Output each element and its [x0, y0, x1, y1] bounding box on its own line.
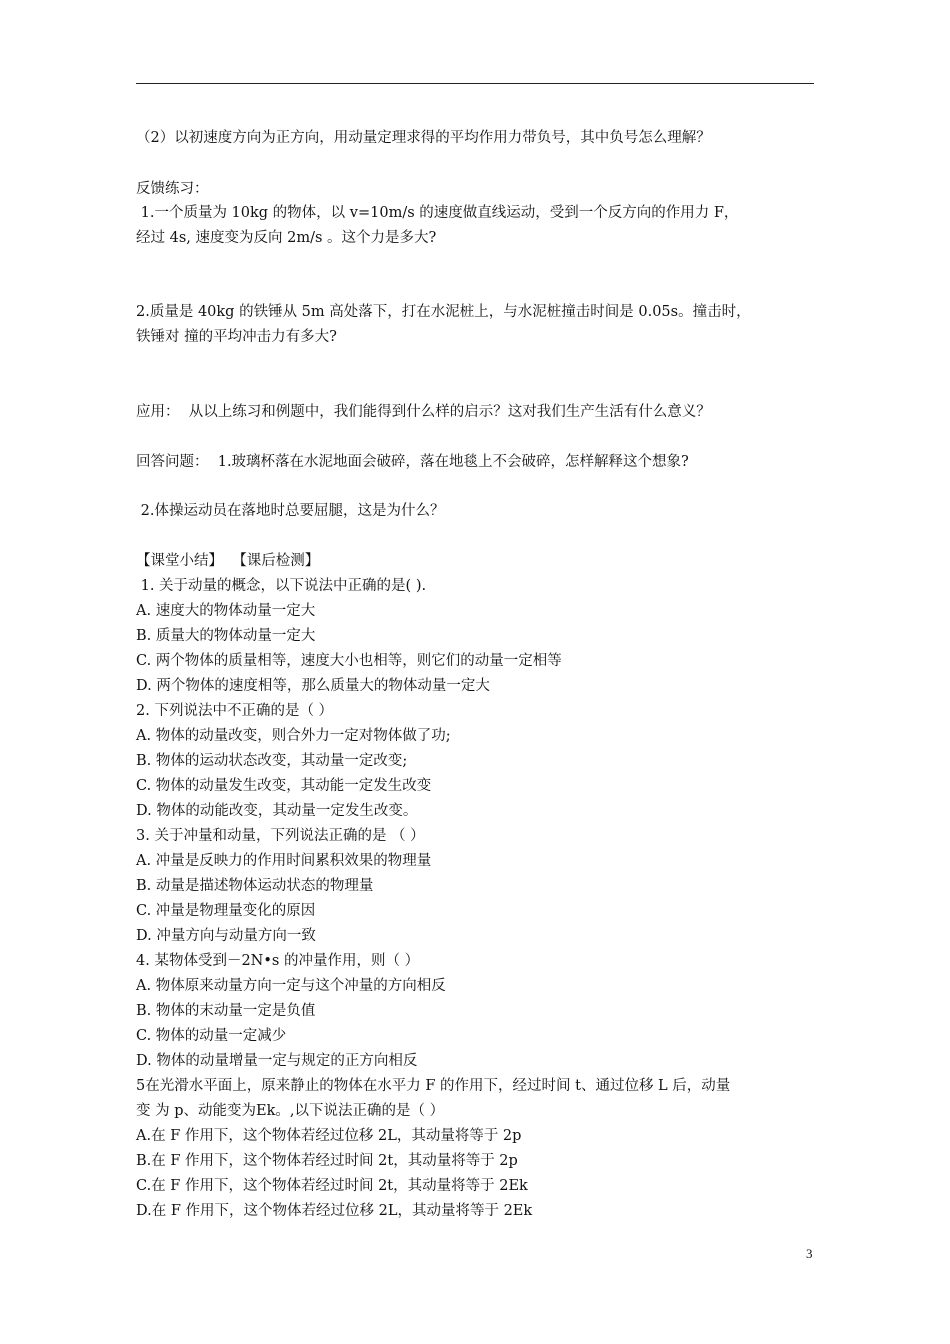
test-q3-option-d: D. 冲量方向与动量方向一致	[136, 928, 316, 944]
feedback-problem-1-line-2: 经过 4s, 速度变为反向 2m/s 。这个力是多大?	[136, 230, 437, 246]
application-text: 应用： 从以上练习和例题中，我们能得到什么样的启示？这对我们生产生活有什么意义？	[136, 404, 711, 420]
test-q2-option-c: C. 物体的动量发生改变，其动能一定发生改变	[136, 778, 432, 794]
test-q4: 4. 某物体受到－2N•s 的冲量作用，则（ ）	[136, 953, 420, 969]
test-q5-option-d: D.在 F 作用下，这个物体若经过位移 2L，其动量将等于 2Ek	[136, 1203, 533, 1219]
test-q4-option-d: D. 物体的动量增量一定与规定的正方向相反	[136, 1053, 418, 1069]
test-q3-option-b: B. 动量是描述物体运动状态的物理量	[136, 878, 374, 894]
test-q1-option-b: B. 质量大的物体动量一定大	[136, 628, 316, 644]
test-q3-option-c: C. 冲量是物理量变化的原因	[136, 903, 316, 919]
summary-header: 【课堂小结】 【课后检测】	[136, 553, 320, 569]
test-q5-line-1: 5在光滑水平面上，原来静止的物体在水平力 F 的作用下，经过时间 t、通过位移 L 后，动量	[136, 1078, 731, 1094]
test-q4-option-b: B. 物体的末动量一定是负值	[136, 1003, 316, 1019]
test-q2-option-a: A. 物体的动量改变，则合外力一定对物体做了功;	[136, 728, 451, 744]
test-q2-option-b: B. 物体的运动状态改变，其动量一定改变;	[136, 753, 408, 769]
test-q2: 2. 下列说法中不正确的是（ ）	[136, 703, 334, 719]
feedback-title: 反馈练习：	[136, 181, 209, 197]
answer-question-1: 回答问题： 1.玻璃杯落在水泥地面会破碎，落在地毯上不会破碎，怎样解释这个想象?	[136, 454, 689, 470]
feedback-problem-1-line-1: 1.一个质量为 10kg 的物体，以 v=10m/s 的速度做直线运动，受到一个反方向的作用力 F，	[136, 205, 739, 221]
test-q1-option-d: D. 两个物体的速度相等，那么质量大的物体动量一定大	[136, 678, 490, 694]
test-q5-option-b: B.在 F 作用下，这个物体若经过时间 2t，其动量将等于 2p	[136, 1153, 518, 1169]
test-q3: 3. 关于冲量和动量，下列说法正确的是 （ ）	[136, 828, 425, 844]
test-q3-option-a: A. 冲量是反映力的作用时间累积效果的物理量	[136, 853, 432, 869]
page-number: 3	[806, 1246, 813, 1261]
feedback-problem-2-line-1: 2.质量是 40kg 的铁锤从 5m 高处落下，打在水泥桩上，与水泥桩撞击时间是 0.05s。撞击时，	[136, 304, 751, 320]
test-q1-option-a: A. 速度大的物体动量一定大	[136, 603, 316, 619]
test-q5-option-c: C.在 F 作用下，这个物体若经过时间 2t，其动量将等于 2Ek	[136, 1178, 528, 1194]
test-q4-option-c: C. 物体的动量一定减少	[136, 1028, 287, 1044]
test-q4-option-a: A. 物体原来动量方向一定与这个冲量的方向相反	[136, 978, 446, 994]
answer-question-2: 2.体操运动员在落地时总要屈腿，这是为什么？	[136, 503, 445, 519]
header-rule	[136, 83, 814, 84]
test-q5-line-2: 变 为 p、动能变为Ek。,以下说法正确的是（ ）	[136, 1103, 445, 1119]
test-q1: 1. 关于动量的概念，以下说法中正确的是( ).	[136, 578, 427, 594]
test-q2-option-d: D. 物体的动能改变，其动量一定发生改变。	[136, 803, 418, 819]
test-q1-option-c: C. 两个物体的质量相等，速度大小也相等，则它们的动量一定相等	[136, 653, 562, 669]
question-2-text: （2）以初速度方向为正方向，用动量定理求得的平均作用力带负号，其中负号怎么理解？	[136, 130, 711, 146]
feedback-problem-2-line-2: 铁锤对 撞的平均冲击力有多大?	[136, 329, 337, 345]
test-q5-option-a: A.在 F 作用下，这个物体若经过位移 2L，其动量将等于 2p	[136, 1128, 522, 1144]
